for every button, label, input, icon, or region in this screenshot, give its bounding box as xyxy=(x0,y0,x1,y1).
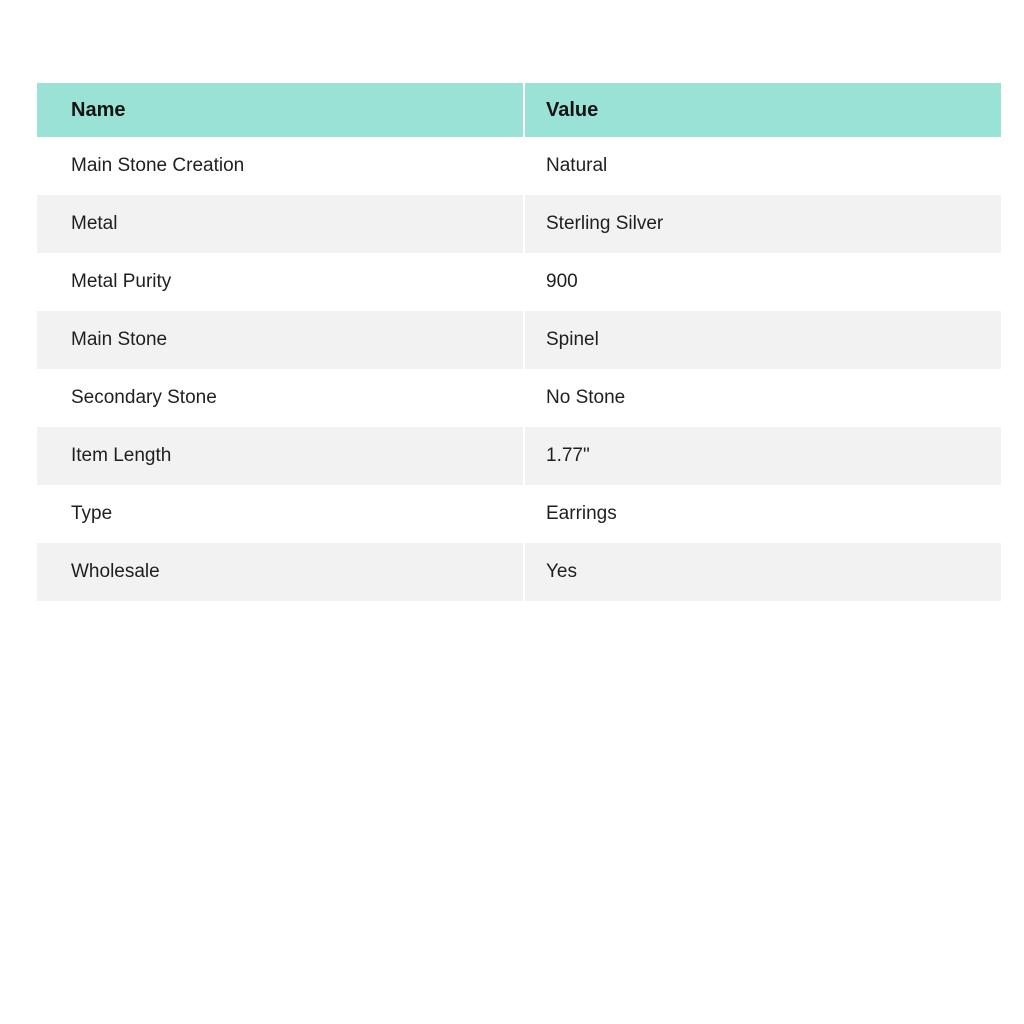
product-attributes-table-container xyxy=(37,83,1001,601)
table-row xyxy=(37,369,1001,427)
attribute-value-cell: 1.77" xyxy=(523,427,1001,485)
attribute-name-cell: Metal xyxy=(37,195,523,253)
attribute-value-cell: Natural xyxy=(523,137,1001,195)
attribute-name-cell: Wholesale xyxy=(37,543,523,601)
table-body xyxy=(37,137,1001,601)
table-header-row xyxy=(37,83,1001,137)
attribute-name-cell: Metal Purity xyxy=(37,253,523,311)
table-header xyxy=(37,83,1001,137)
table-row xyxy=(37,427,1001,485)
attribute-name-cell: Main Stone xyxy=(37,311,523,369)
attribute-value-cell: 900 xyxy=(523,253,1001,311)
attribute-value-cell: Yes xyxy=(523,543,1001,601)
table-row xyxy=(37,253,1001,311)
attribute-value-cell: No Stone xyxy=(523,369,1001,427)
product-attributes-table xyxy=(37,83,1001,601)
column-header-value: Value xyxy=(523,83,1001,137)
table-row xyxy=(37,195,1001,253)
attribute-name-cell: Type xyxy=(37,485,523,543)
attribute-value-cell: Spinel xyxy=(523,311,1001,369)
table-row xyxy=(37,137,1001,195)
column-header-name: Name xyxy=(37,83,523,137)
table-row xyxy=(37,311,1001,369)
attribute-name-cell: Item Length xyxy=(37,427,523,485)
attribute-value-cell: Earrings xyxy=(523,485,1001,543)
attribute-name-cell: Secondary Stone xyxy=(37,369,523,427)
table-row xyxy=(37,485,1001,543)
table-row xyxy=(37,543,1001,601)
attribute-value-cell: Sterling Silver xyxy=(523,195,1001,253)
attribute-name-cell: Main Stone Creation xyxy=(37,137,523,195)
